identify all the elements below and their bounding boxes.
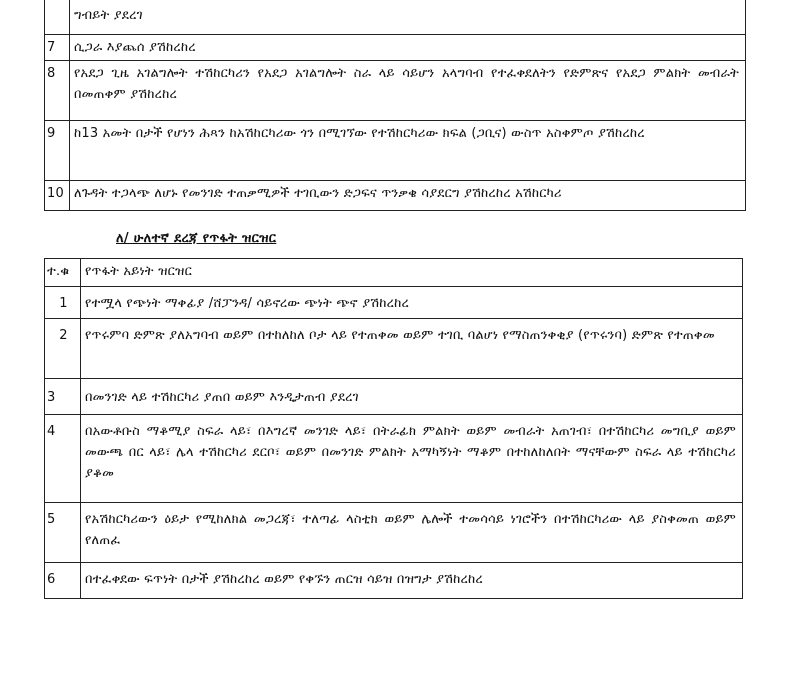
row-number: 8: [45, 61, 70, 121]
offense-description: የጥሩምባ ድምጽ ያለአግባብ ወይም በተከለከለ ቦታ ላይ የተጠቀመ ወይም ተገቢ ባልሆነ የማስጠንቀቂያ (የጥሩንባ) ድምጽ የተጠቀመ: [81, 319, 743, 379]
table-row: [45, 287, 743, 319]
table-row: [45, 35, 746, 61]
offense-description: በተፈቀደው ፍጥነት በታች ያሽከረከረ ወይም የቀኙን ጠርዝ ሳይዝ በዝግታ ያሽከረከረ: [81, 563, 743, 599]
column-header-number: ተ.ቁ: [45, 259, 81, 287]
row-number: 7: [45, 35, 70, 61]
offense-description: የአሽከርካሪውን ዕይታ የሚከለክል መጋረጃ፣ ተለጣፊ ላስቲክ ወይም ሌሎች ተመሳሳይ ነገሮችን በተሽከርካሪው ላይ ያስቀመጠ ወይም የለጠፈ: [81, 503, 743, 563]
section-heading: ለ/ ሁለተኛ ደረጃ የጥፋት ዝርዝር: [116, 231, 277, 246]
table-row: [45, 0, 746, 35]
table-row: [45, 563, 743, 599]
row-number: 9: [45, 121, 70, 181]
offense-description: ግብይት ያደረገ: [70, 0, 746, 35]
table-row: [45, 379, 743, 415]
offense-description: የተሟላ የጭነት ማቀፊያ /ሸፓንዳ/ ሳይኖረው ጭነት ጭኖ ያሽከረከረ: [81, 287, 743, 319]
column-header-description: የጥፋት አይነት ዝርዝር: [81, 259, 743, 287]
row-number: 6: [45, 563, 81, 599]
row-number: 2: [45, 319, 81, 379]
offense-description: የአደጋ ጊዜ አገልግሎት ተሽከርካሪን የአደጋ አገልግሎት ስራ ላይ ሳይሆን አላግባብ የተፈቀደለትን የድምጽና የአደጋ ምልክት መብራት በመጠቀም ያሽከረከረ: [70, 61, 746, 121]
table-row: [45, 61, 746, 121]
offense-description: ሲጋራ እያጨሰ ያሽከረከረ: [70, 35, 746, 61]
row-number: 10: [45, 181, 70, 211]
offense-description: በመንገድ ላይ ተሽከርካሪ ያጠበ ወይም እንዲታጠብ ያደረገ: [81, 379, 743, 415]
table-row: [45, 415, 743, 503]
row-number: 4: [45, 415, 81, 503]
table-header-row: [45, 259, 743, 287]
offense-description: ለጉዳት ተጋላጭ ለሆኑ የመንገድ ተጠቃሚዎች ተገቢውን ድጋፍና ጥንቃቄ ሳያደርግ ያሽከረከረ አሽከርካሪ: [70, 181, 746, 211]
first-level-offense-table: [44, 0, 746, 211]
offense-description: በአውቶቡስ ማቆሚያ ስፍራ ላይ፣ በእግረኛ መንገድ ላይ፣ በትራፊክ ምልክት ወይም መብራት አጠገብ፣ በተሽከርካሪ መግቢያ ወይም መውጫ በር ላይ፣ ሌላ ተሽከርካሪ ደርቦ፣ ወይም በመንገድ ምልክት አማካኝነት ማቆም በተከለከለበት ማናቸውም ስፍራ ላይ ተሽከርካሪ ያቆመ: [81, 415, 743, 503]
table-row: [45, 121, 746, 181]
table-row: [45, 319, 743, 379]
offense-description: ከ13 አመት በታች የሆነን ሕጻን ከአሽከርካሪው ጎን በሚገኘው የተሽከርካሪው ክፍል (ጋቢና) ውስጥ አስቀምጦ ያሽከረከረ: [70, 121, 746, 181]
second-level-offense-table: [44, 258, 743, 599]
table-row: [45, 503, 743, 563]
row-number: 5: [45, 503, 81, 563]
row-number: 1: [45, 287, 81, 319]
table-row: [45, 181, 746, 211]
row-number: [45, 0, 70, 35]
row-number: 3: [45, 379, 81, 415]
